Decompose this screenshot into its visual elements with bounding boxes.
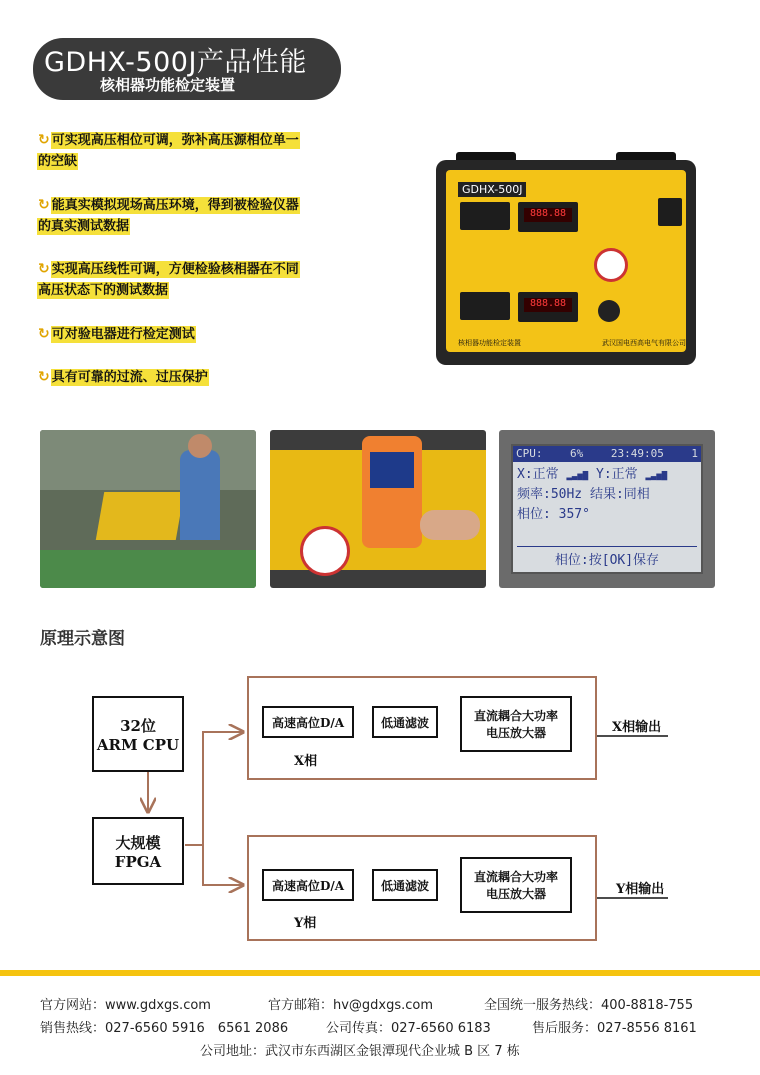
feature-item (38, 195, 378, 237)
x-terminal (460, 202, 510, 230)
footer-divider (0, 970, 760, 976)
arrow-icon: ↻ (38, 132, 50, 148)
page-subtitle: 核相器功能检定装置 (100, 76, 236, 94)
lcd-freq-line: 频率:50Hz 结果:同相 (517, 487, 650, 502)
angle-dial (594, 248, 628, 282)
feature-line: 实现高压线性可调，方便检验核相器在不同 (51, 262, 299, 277)
device-photo (436, 152, 696, 372)
amp-label-1: 直流耦合大功率 (473, 870, 558, 884)
device-brand-label: 武汉国电西高电气有限公司 (602, 339, 686, 347)
lcd-display (511, 444, 703, 574)
feature-line: 可对验电器进行检定测试 (51, 327, 195, 342)
y-phase-label: Y相 (294, 916, 317, 931)
fpga-block (92, 817, 184, 885)
feature-item (38, 324, 378, 345)
lcd-x-status: X:正常 (517, 467, 559, 482)
feature-line: 的空缺 (38, 154, 78, 169)
cpu-label-1: 32位 (120, 716, 156, 735)
amp-label-1: 直流耦合大功率 (473, 709, 558, 723)
power-socket (658, 198, 682, 226)
footer-hotline: 全国统一服务热线：400-8818-755 (484, 998, 694, 1013)
feature-line: 可实现高压相位可调，弥补高压源相位单一 (51, 133, 299, 148)
arrow-icon: ↻ (38, 369, 50, 385)
device-bottom-label: 核相器功能检定装置 (458, 339, 521, 347)
photo-operator (40, 430, 256, 588)
lcd-save-hint: 相位:按[OK]保存 (517, 546, 697, 568)
x-amplifier-block (460, 696, 572, 752)
device-on-floor (96, 492, 184, 540)
angle-dial (300, 526, 350, 576)
x-phase-label: X相 (294, 754, 318, 769)
feature-line: 高压状态下的测试数据 (38, 283, 169, 298)
amp-label-2: 电压放大器 (485, 887, 546, 901)
photo-handheld-tester (270, 430, 486, 588)
fpga-label-2: FPGA (114, 852, 162, 871)
y-lcd-readout: 888.88 (524, 298, 572, 312)
device-model-label: GDHX-500J (458, 182, 526, 197)
x-da-block: 高速高位D/A (262, 706, 354, 738)
y-terminal (460, 292, 510, 320)
signal-icon: ▂▃▅▇ (645, 471, 668, 481)
feature-line: 的真实测试数据 (38, 219, 130, 234)
signal-icon: ▂▃▅▇ (566, 471, 589, 481)
section-title: 原理示意图 (40, 629, 125, 649)
device-panel (446, 170, 686, 352)
feature-item (38, 130, 378, 172)
lcd-y-status: Y:正常 (596, 467, 638, 482)
voltage-knob (598, 300, 620, 322)
arrow-icon: ↻ (38, 326, 50, 342)
feature-item (38, 367, 378, 388)
lcd-cpu-value: 6% (570, 447, 584, 460)
y-output-label: Y相输出 (616, 882, 665, 897)
arrow-icon: ↻ (38, 261, 50, 277)
cpu-block (92, 696, 184, 772)
feature-line: 能真实模拟现场高压环境，得到被检验仪器 (51, 198, 299, 213)
amp-label-2: 电压放大器 (485, 726, 546, 740)
page-title: GDHX-500J产品性能 (44, 47, 307, 78)
lcd-cpu-label: CPU: (516, 447, 543, 460)
footer-after-sales: 售后服务：027-8556 8161 (532, 1021, 697, 1036)
lcd-phase-line: 相位: 357° (517, 507, 590, 522)
y-filter-block: 低通滤波 (372, 869, 438, 901)
footer-email: 官方邮箱：hv@gdxgs.com (268, 998, 434, 1013)
principle-diagram (0, 660, 760, 950)
footer-address: 公司地址：武汉市东西湖区金银潭现代企业城 B 区 7 栋 (200, 1044, 520, 1059)
lcd-time: 23:49:05 (610, 447, 664, 460)
footer-sales: 销售热线：027-6560 5916 6561 2086 (40, 1021, 289, 1036)
footer-website: 官方网站：www.gdxgs.com (40, 998, 211, 1013)
feature-item (38, 259, 378, 301)
footer-fax: 公司传真：027-6560 6183 (326, 1021, 491, 1036)
hand (420, 510, 480, 540)
y-amplifier-block (460, 857, 572, 913)
lcd-status-bar (513, 446, 701, 462)
arrow-icon: ↻ (38, 197, 50, 213)
cpu-label-2: ARM CPU (96, 735, 180, 754)
y-da-block: 高速高位D/A (262, 869, 354, 901)
photo-lcd-display (499, 430, 715, 588)
lcd-status-line (513, 462, 701, 482)
operator-figure (180, 450, 220, 540)
x-filter-block: 低通滤波 (372, 706, 438, 738)
feature-line: 具有可靠的过流、过压保护 (51, 370, 208, 385)
lcd-battery: 1 (691, 447, 698, 460)
x-lcd-readout: 888.88 (524, 208, 572, 222)
fpga-label-1: 大规模 (115, 833, 161, 852)
x-output-label: X相输出 (612, 720, 662, 735)
